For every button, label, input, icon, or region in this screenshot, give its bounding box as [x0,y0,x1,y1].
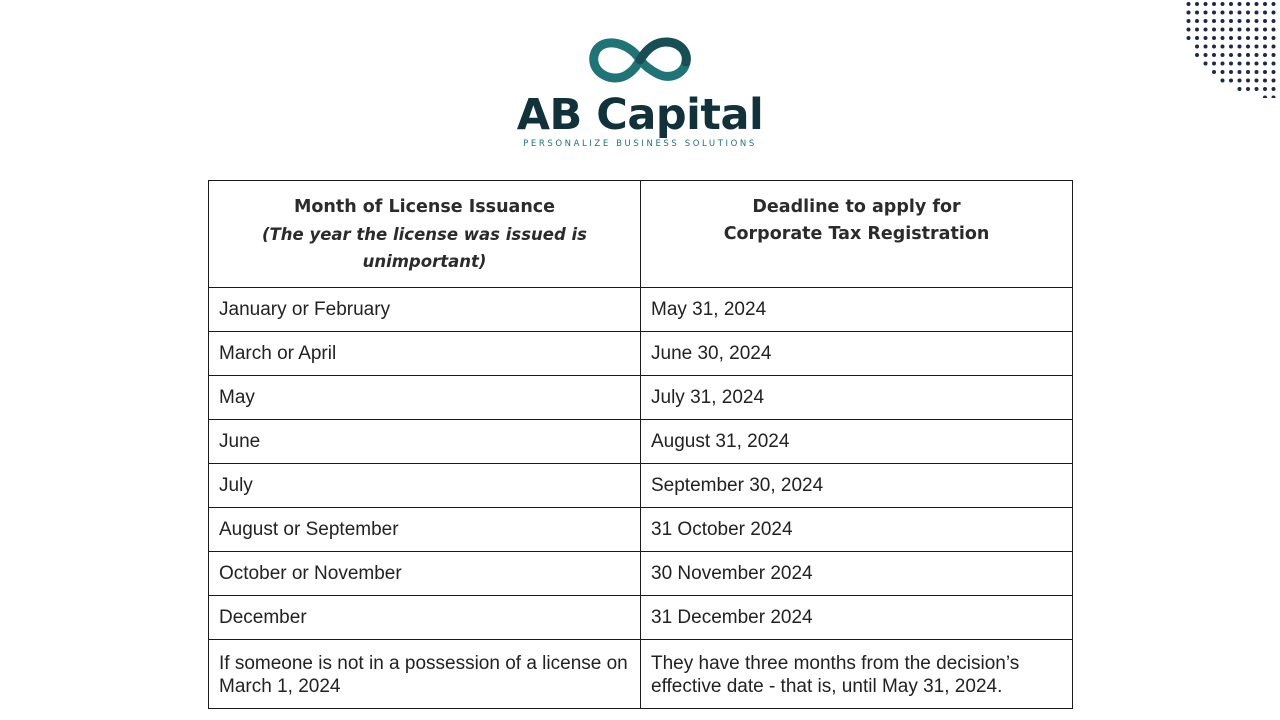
decor-dot [1229,45,1233,49]
decor-dot [1255,62,1259,66]
decor-dot [1187,28,1191,32]
decor-dot [1272,36,1276,40]
decor-dot [1246,2,1250,6]
decor-dot [1255,28,1259,32]
decor-dot [1272,2,1276,6]
decor-dot [1263,11,1267,15]
header-license-month-title: Month of License Issuance [293,197,556,217]
decor-dot [1238,87,1242,91]
decor-dot [1246,11,1250,15]
month-cell: March or April [209,332,641,376]
month-cell: May [209,376,641,420]
decor-dot [1229,19,1233,23]
decor-dot [1246,53,1250,57]
decor-dot [1238,79,1242,83]
decor-dot [1263,19,1267,23]
decor-dot [1187,19,1191,23]
decor-dot [1212,19,1216,23]
decor-dot [1255,70,1259,74]
table-row [209,640,1073,709]
decor-dot [1238,19,1242,23]
decor-dot [1263,62,1267,66]
decor-dot [1195,53,1199,57]
decor-dot [1263,2,1267,6]
decor-dot [1272,70,1276,74]
decor-dot [1204,2,1208,6]
decor-dot [1204,45,1208,49]
decor-dot [1221,62,1225,66]
decor-dot [1246,45,1250,49]
decor-dot [1195,36,1199,40]
infinity-logo-icon [588,34,692,86]
decor-dot [1255,45,1259,49]
decor-dot [1263,87,1267,91]
decor-dot [1195,45,1199,49]
decor-dot [1187,2,1191,6]
decor-dot [1187,11,1191,15]
month-cell: July [209,464,641,508]
decor-dot [1204,36,1208,40]
decor-dot [1255,79,1259,83]
company-name: AB Capital [516,90,764,140]
month-cell: August or September [209,508,641,552]
table-row [209,288,1073,332]
decor-dot [1272,45,1276,49]
decor-dot [1263,79,1267,83]
header-deadline-line2: Corporate Tax Registration [723,224,990,244]
decor-dot [1272,79,1276,83]
table-row [209,420,1073,464]
decor-dot [1204,62,1208,66]
deadline-table [208,180,1073,709]
decor-dot [1238,53,1242,57]
decor-dot [1229,79,1233,83]
decor-dot [1221,11,1225,15]
month-cell: October or November [209,552,641,596]
decor-dot [1212,28,1216,32]
decor-dot [1255,36,1259,40]
decor-dot [1221,19,1225,23]
decor-dot [1238,28,1242,32]
decor-dot [1221,2,1225,6]
deadline-cell: 30 November 2024 [641,552,1073,596]
decor-dot [1229,28,1233,32]
table-row [209,332,1073,376]
decor-dot [1229,53,1233,57]
decor-dot [1263,96,1267,99]
deadline-cell: 31 December 2024 [641,596,1073,640]
decor-dot [1263,28,1267,32]
decor-dot [1238,11,1242,15]
decor-dot [1204,53,1208,57]
table-row [209,552,1073,596]
header-deadline-line1: Deadline to apply for [752,197,961,217]
decor-dot [1272,19,1276,23]
decor-dot [1246,62,1250,66]
table-row [209,376,1073,420]
decor-dot [1272,28,1276,32]
decor-dot [1255,53,1259,57]
decor-dot [1255,11,1259,15]
dot-pattern-icon [1176,0,1280,98]
decor-dot [1255,2,1259,6]
decor-dot [1221,79,1225,83]
decor-dot [1221,28,1225,32]
deadline-cell: August 31, 2024 [641,420,1073,464]
decor-dot [1187,36,1191,40]
company-tagline: PERSONALIZE BUSINESS SOLUTIONS [523,139,757,149]
decor-dot [1255,87,1259,91]
decor-dot [1204,19,1208,23]
decor-dot [1229,70,1233,74]
decor-dot [1238,70,1242,74]
decor-dot [1263,70,1267,74]
decor-dot [1246,36,1250,40]
decor-dot [1221,36,1225,40]
decor-dot [1263,36,1267,40]
table-header-row [209,181,1073,288]
table-row [209,464,1073,508]
deadline-cell: They have three months from the decision’s effective date - that is, until May 31, 2024. [641,640,1073,709]
deadline-table-container [208,180,1072,709]
deadline-cell: September 30, 2024 [641,464,1073,508]
deadline-cell: 31 October 2024 [641,508,1073,552]
header-license-month-note: (The year the license was issued is unimportant) [261,225,587,271]
decor-dot [1246,70,1250,74]
decor-dot [1272,87,1276,91]
deadline-cell: June 30, 2024 [641,332,1073,376]
deadline-cell: July 31, 2024 [641,376,1073,420]
decor-dot [1212,45,1216,49]
month-cell: December [209,596,641,640]
company-logo [500,34,780,156]
decor-dot [1212,53,1216,57]
decor-dot [1195,19,1199,23]
decor-dot [1238,62,1242,66]
decor-dot [1229,2,1233,6]
decor-dot [1246,79,1250,83]
decor-dot [1212,62,1216,66]
header-deadline [641,181,1073,288]
decor-dot [1238,2,1242,6]
decor-dot [1272,62,1276,66]
decor-dot [1263,45,1267,49]
decor-dot [1204,11,1208,15]
decor-dot [1229,36,1233,40]
month-cell: January or February [209,288,641,332]
header-license-month [209,181,641,288]
decor-dot [1229,11,1233,15]
decor-dot [1212,11,1216,15]
decor-dot [1221,53,1225,57]
decor-dot [1212,2,1216,6]
decor-dot [1238,36,1242,40]
month-cell: If someone is not in a possession of a license on March 1, 2024 [209,640,641,709]
decor-dot [1255,19,1259,23]
decor-dot [1204,28,1208,32]
decor-dot [1221,70,1225,74]
deadline-cell: May 31, 2024 [641,288,1073,332]
table-row [209,508,1073,552]
decor-dot [1246,19,1250,23]
decor-dot [1221,45,1225,49]
month-cell: June [209,420,641,464]
decor-dot [1246,87,1250,91]
decor-dot [1272,11,1276,15]
decor-dot [1195,28,1199,32]
table-row [209,596,1073,640]
decor-dot [1246,28,1250,32]
decor-dot [1238,45,1242,49]
decor-dot [1263,53,1267,57]
decor-dot [1212,36,1216,40]
decor-dot [1272,53,1276,57]
decor-dot [1195,11,1199,15]
decor-dot [1212,70,1216,74]
decor-dot [1195,2,1199,6]
decor-dot [1272,96,1276,99]
decor-dot [1229,62,1233,66]
